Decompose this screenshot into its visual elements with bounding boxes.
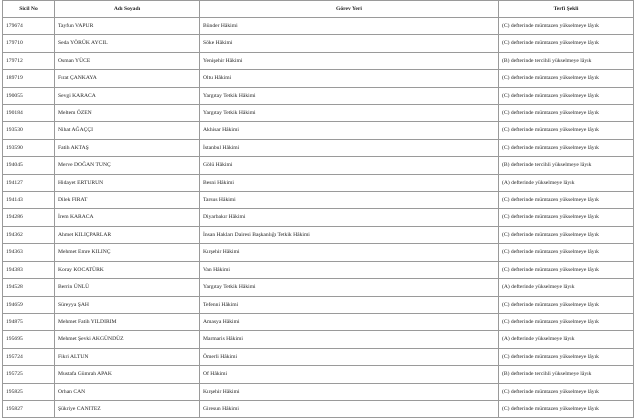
promotion-table bbox=[2, 0, 634, 418]
cell-duty-station: Ömerli Hâkimi bbox=[200, 348, 499, 365]
cell-promotion-type: (A) defterinde yükselmeye lâyık bbox=[499, 331, 634, 348]
cell-promotion-type: (C) defterinde mümtazen yükselmeye lâyık bbox=[499, 244, 634, 261]
cell-duty-station: Tarsus Hâkimi bbox=[200, 192, 499, 209]
table-row bbox=[3, 35, 634, 52]
cell-name: Seda YÖRÜK AYCIL bbox=[55, 35, 200, 52]
table-row bbox=[3, 400, 634, 417]
cell-name: İrem KARACA bbox=[55, 209, 200, 226]
cell-promotion-type: (C) defterinde mümtazen yükselmeye lâyık bbox=[499, 18, 634, 35]
cell-name: Orhan CAN bbox=[55, 383, 200, 400]
cell-promotion-type: (A) defterinde yükselmeye lâyık bbox=[499, 174, 634, 191]
cell-name: Fırat ÇANKAYA bbox=[55, 70, 200, 87]
table-row bbox=[3, 209, 634, 226]
cell-promotion-type: (C) defterinde mümtazen yükselmeye lâyık bbox=[499, 383, 634, 400]
cell-promotion-type: (C) defterinde mümtazen yükselmeye lâyık bbox=[499, 192, 634, 209]
cell-duty-station: İstanbul Hâkimi bbox=[200, 139, 499, 156]
cell-duty-station: İnsan Hakları Dairesi Başkanlığı Tetkik Hâkimi bbox=[200, 226, 499, 243]
cell-sicil-no: 195695 bbox=[3, 331, 55, 348]
cell-sicil-no: 195825 bbox=[3, 383, 55, 400]
cell-duty-station: Van Hâkimi bbox=[200, 261, 499, 278]
cell-duty-station: Of Hâkimi bbox=[200, 366, 499, 383]
cell-duty-station: Yargıtay Tetkik Hâkimi bbox=[200, 87, 499, 104]
cell-duty-station: Bünder Hâkimi bbox=[200, 18, 499, 35]
cell-sicil-no: 195724 bbox=[3, 348, 55, 365]
cell-duty-station: Kırşehir Hâkimi bbox=[200, 244, 499, 261]
cell-promotion-type: (C) defterinde mümtazen yükselmeye lâyık bbox=[499, 139, 634, 156]
cell-name: Osman YÜCE bbox=[55, 52, 200, 69]
table-row bbox=[3, 157, 634, 174]
table-row bbox=[3, 226, 634, 243]
cell-promotion-type: (C) defterinde mümtazen yükselmeye lâyık bbox=[499, 70, 634, 87]
cell-name: Meltem ÖZEN bbox=[55, 105, 200, 122]
cell-name: Fatih AKTAŞ bbox=[55, 139, 200, 156]
cell-duty-station: Kırşehir Hâkimi bbox=[200, 383, 499, 400]
cell-sicil-no: 179712 bbox=[3, 52, 55, 69]
cell-duty-station: Gölü Hâkimi bbox=[200, 157, 499, 174]
header-sicil-no: Sicil No bbox=[3, 1, 55, 18]
cell-name: Merve DOĞAN TUNÇ bbox=[55, 157, 200, 174]
table-row bbox=[3, 366, 634, 383]
cell-promotion-type: (C) defterinde mümtazen yükselmeye lâyık bbox=[499, 296, 634, 313]
cell-sicil-no: 190055 bbox=[3, 87, 55, 104]
header-row bbox=[3, 1, 634, 18]
table-body bbox=[3, 18, 634, 418]
table-row bbox=[3, 244, 634, 261]
cell-sicil-no: 195725 bbox=[3, 366, 55, 383]
table-row bbox=[3, 122, 634, 139]
cell-name: Mustafa Gümrah APAK bbox=[55, 366, 200, 383]
cell-sicil-no: 195827 bbox=[3, 400, 55, 417]
cell-duty-station: Yargıtay Tetkik Hâkimi bbox=[200, 279, 499, 296]
cell-promotion-type: (C) defterinde mümtazen yükselmeye lâyık bbox=[499, 313, 634, 330]
cell-sicil-no: 194045 bbox=[3, 157, 55, 174]
cell-promotion-type: (C) defterinde mümtazen yükselmeye lâyık bbox=[499, 226, 634, 243]
table-row bbox=[3, 87, 634, 104]
cell-name: Koray KOCATÜRK bbox=[55, 261, 200, 278]
cell-promotion-type: (C) defterinde mümtazen yükselmeye lâyık bbox=[499, 35, 634, 52]
cell-sicil-no: 190184 bbox=[3, 105, 55, 122]
cell-sicil-no: 193530 bbox=[3, 122, 55, 139]
cell-sicil-no: 194143 bbox=[3, 192, 55, 209]
cell-promotion-type: (C) defterinde mümtazen yükselmeye lâyık bbox=[499, 209, 634, 226]
cell-duty-station: Tefenni Hâkimi bbox=[200, 296, 499, 313]
cell-sicil-no: 194362 bbox=[3, 226, 55, 243]
cell-name: Mehmet Fatih YILDIRIM bbox=[55, 313, 200, 330]
table-row bbox=[3, 70, 634, 87]
cell-promotion-type: (C) defterinde mümtazen yükselmeye lâyık bbox=[499, 261, 634, 278]
cell-promotion-type: (C) defterinde mümtazen yükselmeye lâyık bbox=[499, 348, 634, 365]
cell-sicil-no: 194286 bbox=[3, 209, 55, 226]
cell-duty-station: Diyarbakır Hâkimi bbox=[200, 209, 499, 226]
cell-name: Ahmet KILIÇPARLAR bbox=[55, 226, 200, 243]
cell-name: Berrin ÜNLÜ bbox=[55, 279, 200, 296]
cell-duty-station: Yenişehir Hâkimi bbox=[200, 52, 499, 69]
cell-name: Nihat AĞAÇÇI bbox=[55, 122, 200, 139]
cell-sicil-no: 194528 bbox=[3, 279, 55, 296]
cell-sicil-no: 194875 bbox=[3, 313, 55, 330]
cell-promotion-type: (B) defterinde tercihli yükselmeye lâyık bbox=[499, 52, 634, 69]
cell-promotion-type: (C) defterinde mümtazen yükselmeye lâyık bbox=[499, 400, 634, 417]
cell-duty-station: Marmaris Hâkimi bbox=[200, 331, 499, 348]
table-header bbox=[3, 1, 634, 18]
cell-name: Mehmet Emre KILINÇ bbox=[55, 244, 200, 261]
table-row bbox=[3, 52, 634, 69]
table-row bbox=[3, 18, 634, 35]
table-row bbox=[3, 192, 634, 209]
cell-promotion-type: (C) defterinde mümtazen yükselmeye lâyık bbox=[499, 105, 634, 122]
cell-name: Şükriye CANITEZ bbox=[55, 400, 200, 417]
cell-duty-station: Söke Hâkimi bbox=[200, 35, 499, 52]
cell-name: Hidayet ERTURUN bbox=[55, 174, 200, 191]
cell-promotion-type: (C) defterinde mümtazen yükselmeye lâyık bbox=[499, 122, 634, 139]
cell-sicil-no: 179710 bbox=[3, 35, 55, 52]
cell-sicil-no: 189719 bbox=[3, 70, 55, 87]
cell-sicil-no: 194659 bbox=[3, 296, 55, 313]
cell-sicil-no: 194383 bbox=[3, 261, 55, 278]
cell-duty-station: Giresun Hâkimi bbox=[200, 400, 499, 417]
cell-name: Fikri ALTUN bbox=[55, 348, 200, 365]
table-row bbox=[3, 139, 634, 156]
cell-sicil-no: 179674 bbox=[3, 18, 55, 35]
cell-promotion-type: (C) defterinde mümtazen yükselmeye lâyık bbox=[499, 87, 634, 104]
cell-name: Mehmet Şevki AKGÜNDÜZ bbox=[55, 331, 200, 348]
cell-duty-station: Besni Hâkimi bbox=[200, 174, 499, 191]
header-duty-station: Görev Yeri bbox=[200, 1, 499, 18]
cell-promotion-type: (B) defterinde tercihli yükselmeye lâyık bbox=[499, 366, 634, 383]
cell-name: Sevgi KARACA bbox=[55, 87, 200, 104]
cell-promotion-type: (A) defterinde yükselmeye lâyık bbox=[499, 279, 634, 296]
table-row bbox=[3, 279, 634, 296]
table-row bbox=[3, 261, 634, 278]
cell-duty-station: Amasya Hâkimi bbox=[200, 313, 499, 330]
cell-name: Dilek FIRAT bbox=[55, 192, 200, 209]
cell-duty-station: Akhisar Hâkimi bbox=[200, 122, 499, 139]
cell-promotion-type: (B) defterinde tercihli yükselmeye lâyık bbox=[499, 157, 634, 174]
table-row bbox=[3, 105, 634, 122]
cell-sicil-no: 194363 bbox=[3, 244, 55, 261]
table-row bbox=[3, 331, 634, 348]
header-name: Adı Soyadı bbox=[55, 1, 200, 18]
table-row bbox=[3, 313, 634, 330]
cell-name: Süreyya ŞAH bbox=[55, 296, 200, 313]
cell-duty-station: Yargıtay Tetkik Hâkimi bbox=[200, 105, 499, 122]
cell-duty-station: Oltu Hâkimi bbox=[200, 70, 499, 87]
table-row bbox=[3, 174, 634, 191]
table-row bbox=[3, 383, 634, 400]
table-row bbox=[3, 348, 634, 365]
cell-name: Tayfun VAPUR bbox=[55, 18, 200, 35]
header-promotion-type: Terfi Şekli bbox=[499, 1, 634, 18]
table-row bbox=[3, 296, 634, 313]
cell-sicil-no: 194127 bbox=[3, 174, 55, 191]
cell-sicil-no: 193590 bbox=[3, 139, 55, 156]
